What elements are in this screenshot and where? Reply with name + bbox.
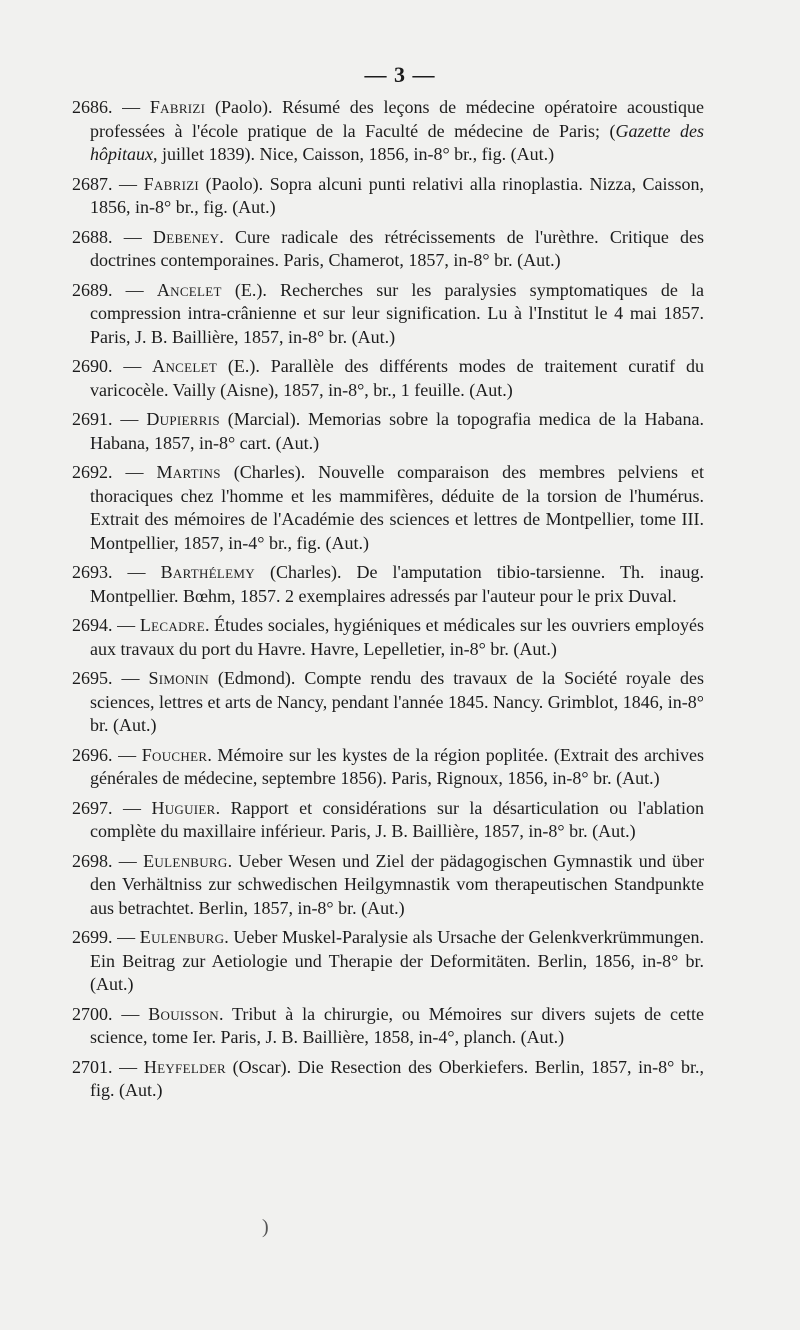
entry-author-extra: (E.). bbox=[217, 356, 260, 376]
bibliography-entry: 2697. — Huguier. Rapport et considérations sur la désarticulation ou l'ablation complète du maxillaire inférieur. Paris, J. B. Baillière, 1857, in-8° br. (Aut.) bbox=[72, 797, 704, 841]
entry-number: 2693. bbox=[72, 562, 113, 582]
bibliography-list bbox=[72, 96, 704, 1109]
entry-author: Heyfelder bbox=[143, 1056, 226, 1077]
bibliography-entry: 2690. — Ancelet (E.). Parallèle des différents modes de traitement curatif du varicocèle. Vailly (Aisne), 1857, in-8°, br., 1 feuille. (Aut.) bbox=[72, 356, 705, 400]
entry-text: Tribut à la chirurgie, ou Mémoires sur divers sujets de cette science, tome Ier. Paris, J. B. Baillière, 1858, in-4°, planch. (Aut.) bbox=[90, 1003, 704, 1047]
entry-author-extra: (Oscar). bbox=[225, 1056, 292, 1077]
entry-author: Fabrizi bbox=[143, 173, 200, 194]
entry-number: 2691. bbox=[72, 409, 113, 429]
bibliography-entry: 2698. — Eulenburg. Ueber Wesen und Ziel der pädagogischen Gymnastik und über den Verhältniss zur schwedischen Heilgymnastik vom therapeutischen Standpunkte aus betrachtet. Berlin, 1857, in-8° br. (Aut.) bbox=[72, 850, 704, 918]
entry-text: Memorias sobre la topografia medica de la Habana. Habana, 1857, in-8° cart. (Aut.) bbox=[90, 409, 704, 453]
bibliography-entry: 2688. — Debeney. Cure radicale des rétrécissements de l'urèthre. Critique des doctrines contemporaines. Paris, Chamerot, 1857, in-8° br. (Aut.) bbox=[72, 226, 705, 270]
entry-author: Debeney bbox=[152, 226, 220, 247]
entry-text: Résumé des leçons de médecine opératoire acoustique professées à l'école pratique de la Faculté de médecine de Paris; ( bbox=[90, 97, 704, 141]
entry-text: Mémoire sur les kystes de la région poplitée. (Extrait des archives générales de médecine, septembre 1856). Paris, Rignoux, 1856, in-8° br. (Aut.) bbox=[90, 744, 705, 788]
entry-author: Eulenburg bbox=[143, 850, 228, 871]
entry-author-extra: (Marcial). bbox=[219, 409, 301, 429]
bibliography-entry: 2691. — Dupierris (Marcial). Memorias sobre la topografia medica de la Habana. Habana, 1857, in-8° cart. (Aut.) bbox=[72, 409, 704, 453]
entry-author-extra: . bbox=[215, 797, 221, 818]
entry-number: 2700. bbox=[72, 1003, 113, 1024]
bibliography-entry: 2699. — Eulenburg. Ueber Muskel-Paralysie als Ursache der Gelenkverkrümmungen. Ein Beitrag zur Aetiologie und Therapie der Deformitäten. Berlin, 1856, in-8° br. (Aut.) bbox=[72, 927, 704, 994]
entry-text: Recherches sur les paralysies symptomatiques de la compression intra-crânienne et sur leur signification. Lu à l'Institut le 4 mai 1857. Paris, J. B. Baillière, 1857, in-8° br. (Aut.) bbox=[90, 279, 704, 347]
entry-text: Sopra alcuni punti relativi alla rinoplastia. Nizza, Caisson, 1856, in-8° br., fig. (Aut.) bbox=[90, 173, 705, 217]
entry-author: Barthélemy bbox=[160, 562, 255, 582]
entry-author-extra: . bbox=[218, 1003, 224, 1024]
bibliography-entry: 2687. — Fabrizi (Paolo). Sopra alcuni punti relativi alla rinoplastia. Nizza, Caisson, 1856, in-8° br., fig. (Aut.) bbox=[72, 173, 705, 217]
entry-text: De l'amputation tibio-tarsienne. Th. inaug. Montpellier. Bœhm, 1857. 2 exemplaires adressés par l'auteur pour le prix Duval. bbox=[90, 562, 705, 606]
entry-author-extra: . bbox=[204, 615, 210, 635]
entry-text: Rapport et considérations sur la désarticulation ou l'ablation complète du maxillaire inférieur. Paris, J. B. Baillière, 1857, in-8° br. (Aut.) bbox=[90, 797, 704, 841]
entry-number: 2696. bbox=[72, 744, 113, 765]
entry-number: 2695. bbox=[72, 668, 113, 688]
entry-text: Compte rendu des travaux de la Société royale des sciences, lettres et arts de Nancy, pendant l'année 1845. Nancy. Grimblot, 1846, in-8° br. (Aut.) bbox=[90, 668, 704, 735]
entry-author: Ancelet bbox=[152, 356, 218, 376]
entry-italic: Gazette des hôpitaux bbox=[90, 120, 704, 164]
entry-author: Bouisson bbox=[148, 1003, 219, 1024]
bibliography-entry: 2694. — Lecadre. Études sociales, hygiéniques et médicales sur les ouvriers employés aux travaux du port du Havre. Havre, Lepelletier, in-8° br. (Aut.) bbox=[72, 615, 705, 659]
entry-number: 2692. bbox=[72, 462, 113, 482]
entry-author-extra: . bbox=[219, 226, 224, 247]
entry-text: Nouvelle comparaison des membres pelviens et thoraciques chez l'homme et les mammifères, déduite de la torsion de l'humérus. Extrait des mémoires de l'Académie des sciences et lettres de Montpellier, tome III. Montpellier, 1857, in-4° br., fig. (Aut.) bbox=[90, 462, 705, 553]
entry-author-extra: (Charles). bbox=[220, 462, 306, 482]
bibliography-entry: 2696. — Foucher. Mémoire sur les kystes de la région poplitée. (Extrait des archives générales de médecine, septembre 1856). Paris, Rignoux, 1856, in-8° br. (Aut.) bbox=[72, 744, 705, 788]
entry-author-extra: (Paolo). bbox=[199, 173, 264, 194]
entry-text: Parallèle des différents modes de traitement curatif du varicocèle. Vailly (Aisne), 1857, in-8°, br., 1 feuille. (Aut.) bbox=[90, 356, 705, 400]
bibliography-entry: 2692. — Martins (Charles). Nouvelle comparaison des membres pelviens et thoraciques chez l'homme et les mammifères, déduite de la torsion de l'humérus. Extrait des mémoires de l'Académie des sciences et lettres de Montpellier, tome III. Montpellier, 1857, in-4° br., fig. (Aut.) bbox=[72, 462, 705, 553]
entry-text: Ueber Muskel-Paralysie als Ursache der Gelenkverkrümmungen. Ein Beitrag zur Aetiologie und Therapie der Deformitäten. Berlin, 1856, in-8° br. (Aut.) bbox=[90, 927, 704, 994]
entry-author: Ancelet bbox=[156, 279, 222, 300]
entry-text: Die Resection des Oberkiefers. Berlin, 1857, in-8° br., fig. (Aut.) bbox=[90, 1056, 705, 1100]
entry-number: 2701. bbox=[72, 1056, 113, 1077]
bibliography-entry: 2689. — Ancelet (E.). Recherches sur les paralysies symptomatiques de la compression intra-crânienne et sur leur signification. Lu à l'Institut le 4 mai 1857. Paris, J. B. Baillière, 1857, in-8° br. (Aut.) bbox=[72, 279, 704, 347]
entry-number: 2697. bbox=[72, 797, 113, 818]
entry-author: Fabrizi bbox=[149, 97, 206, 117]
entry-author-extra: (Paolo). bbox=[205, 97, 273, 117]
entry-number: 2694. bbox=[72, 615, 113, 635]
entry-number: 2686. bbox=[72, 97, 113, 117]
entry-number: 2688. bbox=[72, 226, 113, 247]
entry-author: Dupierris bbox=[146, 409, 220, 429]
trailing-mark: ) bbox=[262, 1216, 269, 1238]
entry-author-extra: . bbox=[224, 927, 229, 947]
page-number: — 3 — bbox=[364, 62, 436, 87]
entry-number: 2687. bbox=[72, 173, 113, 194]
bibliography-entry: 2695. — Simonin (Edmond). Compte rendu des travaux de la Société royale des sciences, lettres et arts de Nancy, pendant l'année 1845. Nancy. Grimblot, 1846, in-8° br. (Aut.) bbox=[72, 668, 704, 735]
entry-author-extra: . bbox=[207, 744, 212, 765]
entry-author: Simonin bbox=[148, 668, 209, 688]
entry-number: 2690. bbox=[72, 356, 113, 376]
bibliography-entry: 2686. — Fabrizi (Paolo). Résumé des leçons de médecine opératoire acoustique professées à l'école pratique de la Faculté de médecine de Paris; (Gazette des hôpitaux, juillet 1839). Nice, Caisson, 1856, in-8° br., fig. (Aut.) bbox=[72, 97, 704, 164]
entry-number: 2698. bbox=[72, 850, 113, 871]
entry-author: Huguier bbox=[151, 797, 216, 818]
entry-author: Martins bbox=[156, 462, 221, 482]
entry-author-extra: (Edmond). bbox=[208, 668, 296, 688]
entry-author: Lecadre bbox=[139, 615, 205, 635]
entry-author: Foucher bbox=[141, 744, 208, 765]
entry-author-extra: (Charles). bbox=[254, 562, 342, 582]
entry-author-extra: . bbox=[227, 850, 233, 871]
entry-author-extra: (E.). bbox=[221, 279, 267, 300]
bibliography-entry: 2701. — Heyfelder (Oscar). Die Resection des Oberkiefers. Berlin, 1857, in-8° br., fig. (Aut.) bbox=[72, 1056, 705, 1100]
entry-text-continued: , juillet 1839). Nice, Caisson, 1856, in-8° br., fig. (Aut.) bbox=[153, 144, 555, 164]
entry-number: 2699. bbox=[72, 927, 113, 947]
bibliography-entry: 2700. — Bouisson. Tribut à la chirurgie, ou Mémoires sur divers sujets de cette science, tome Ier. Paris, J. B. Baillière, 1858, in-4°, planch. (Aut.) bbox=[72, 1003, 704, 1047]
entry-text: Études sociales, hygiéniques et médicales sur les ouvriers employés aux travaux du port du Havre. Havre, Lepelletier, in-8° br. (Aut.) bbox=[90, 615, 705, 659]
entry-author: Eulenburg bbox=[139, 927, 225, 947]
entry-number: 2689. bbox=[72, 279, 113, 300]
bibliography-entry: 2693. — Barthélemy (Charles). De l'amputation tibio-tarsienne. Th. inaug. Montpellier. Bœhm, 1857. 2 exemplaires adressés par l'auteur pour le prix Duval. bbox=[72, 562, 705, 606]
entry-text: Cure radicale des rétrécissements de l'urèthre. Critique des doctrines contemporaines. Paris, Chamerot, 1857, in-8° br. (Aut.) bbox=[90, 226, 705, 270]
entry-text: Ueber Wesen und Ziel der pädagogischen Gymnastik und über den Verhältniss zur schwedischen Heilgymnastik vom therapeutischen Standpunkte aus betrachtet. Berlin, 1857, in-8° br. (Aut.) bbox=[90, 850, 704, 918]
